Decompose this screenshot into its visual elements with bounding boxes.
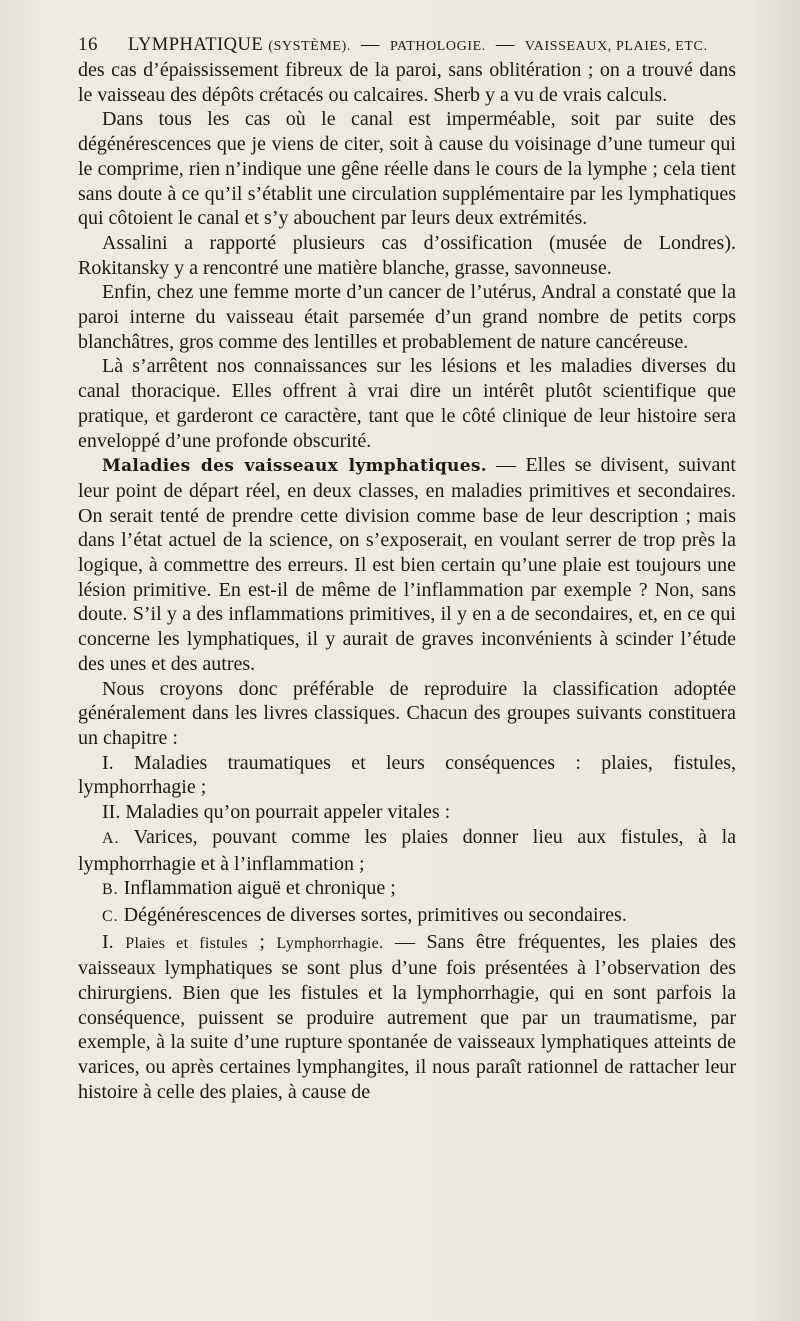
- subsection-heading-2: Lymphorrhagie.: [276, 934, 384, 952]
- list-item-c-text: Dégénérescences de diverses sortes, primitives ou secondaires.: [118, 903, 627, 926]
- paragraph-5: Là s’arrêtent nos connaissances sur les lésions et les maladies diverses du canal thoracique. Elles offrent à vrai dire un intérêt plutôt scientifique que pratique, et garderont ce caractère, tant que le côté clinique de leur histoire sera enveloppé d’une profonde obscurité.: [78, 355, 736, 452]
- list-item-c: [78, 903, 736, 930]
- paragraph-4: Enfin, chez une femme morte d’un cancer de l’utérus, Andral a constaté que la paroi interne du vaisseau était parsemée d’un grand nombre de petits corps blanchâtres, gros comme des lentilles et probablement de nature cancéreuse.: [78, 281, 736, 353]
- header-subsection: VAISSEAUX, PLAIES, ETC.: [524, 39, 708, 54]
- list-item-b: [78, 876, 736, 903]
- paragraph-7: Nous croyons donc préférable de reproduire la classification adoptée généralement dans les livres classiques. Chacun des groupes suivants constituera un chapitre :: [78, 677, 736, 749]
- paragraph-6: [78, 453, 736, 676]
- list-item-c-letter: C.: [102, 907, 119, 925]
- header-title: LYMPHATIQUE: [128, 35, 264, 55]
- list-item-a-text: Varices, pouvant comme les plaies donner lieu aux fistules, à la lymphorrhagie et à l’inflammation ;: [78, 825, 736, 875]
- header-dash-1: —: [360, 35, 380, 55]
- list-item-b-text: Inflammation aiguë et chronique ;: [118, 877, 396, 900]
- paragraph-3: Assalini a rapporté plusieurs cas d’ossification (musée de Londres). Rokitansky y a rencontré une matière blanche, grasse, savonneuse.: [78, 231, 736, 279]
- list-item-a-letter: A.: [102, 829, 120, 847]
- header-dash-2: —: [495, 35, 515, 55]
- page-number: 16: [78, 34, 98, 55]
- list-item-1: I. Maladies traumatiques et leurs conséquences : plaies, fistules, lymphorrhagie ;: [78, 751, 736, 799]
- subsection-heading-1: Plaies et fistules: [125, 934, 248, 952]
- list-item-a: [78, 825, 736, 876]
- running-header: [78, 34, 736, 56]
- paragraph-2: Dans tous les cas où le canal est imperméable, soit par suite des dégénérescences que je viens de citer, soit à cause du voisinage d’une tumeur qui le comprime, rien n’indique une gêne réelle dans le cours de la lymphe ; cela tient sans doute à ce qu’il s’établit une circulation supplémentaire par les lymphatiques qui côtoient le canal et s’y abouchent par leurs deux extrémités.: [78, 108, 736, 230]
- paragraph-8-body: — Sans être fréquentes, les plaies des vaisseaux lymphatiques se sont plus d’une fois présentées à l’observation des chirurgiens. Bien que les fistules et la lymphorrhagie, qui en sont parfois la conséquence, puissent se produire autrement que par un traumatisme, par exemple, à la suite d’une rupture spontanée de vaisseaux lymphatiques atteints de varices, ou après certaines lymphangites, il nous paraît rationnel de rattacher leur histoire à celle des plaies, à cause de: [78, 930, 737, 1103]
- paragraph-6-body: — Elles se divisent, suivant leur point de départ réel, en deux classes, en maladies primitives et secondaires. On serait tenté de prendre cette division comme base de leur description ; mais dans l’état actuel de la science, on s’exposerait, en voulant serrer de trop près la logique, à commettre des erreurs. Il est bien certain qu’une plaie est toujours une lésion primitive. En est-il de même de l’inflammation par exemple ? Non, sans doute. S’il y a des inflammations primitives, il y en a de secondaires, et, en ce qui concerne les lymphatiques, il y aurait de graves inconvénients à scinder l’étude des unes et des autres.: [78, 454, 736, 675]
- header-title-paren: (SYSTÈME).: [268, 39, 351, 54]
- header-section: PATHOLOGIE.: [389, 39, 486, 54]
- paragraph-8-number: I.: [102, 930, 114, 953]
- paragraph-8: [78, 930, 736, 1105]
- body-text: [78, 58, 736, 1105]
- section-heading: Maladies des vaisseaux lymphatiques.: [102, 456, 487, 477]
- paragraph-1: des cas d’épaississement fibreux de la paroi, sans oblitération ; on a trouvé dans le vaisseau des dépôts crétacés ou calcaires. Sherb y a vu de vrais calculs.: [78, 59, 736, 106]
- list-item-2: II. Maladies qu’on pourrait appeler vitales :: [102, 801, 451, 824]
- paragraph-8-sep: ;: [247, 930, 277, 953]
- list-item-b-letter: B.: [102, 881, 119, 899]
